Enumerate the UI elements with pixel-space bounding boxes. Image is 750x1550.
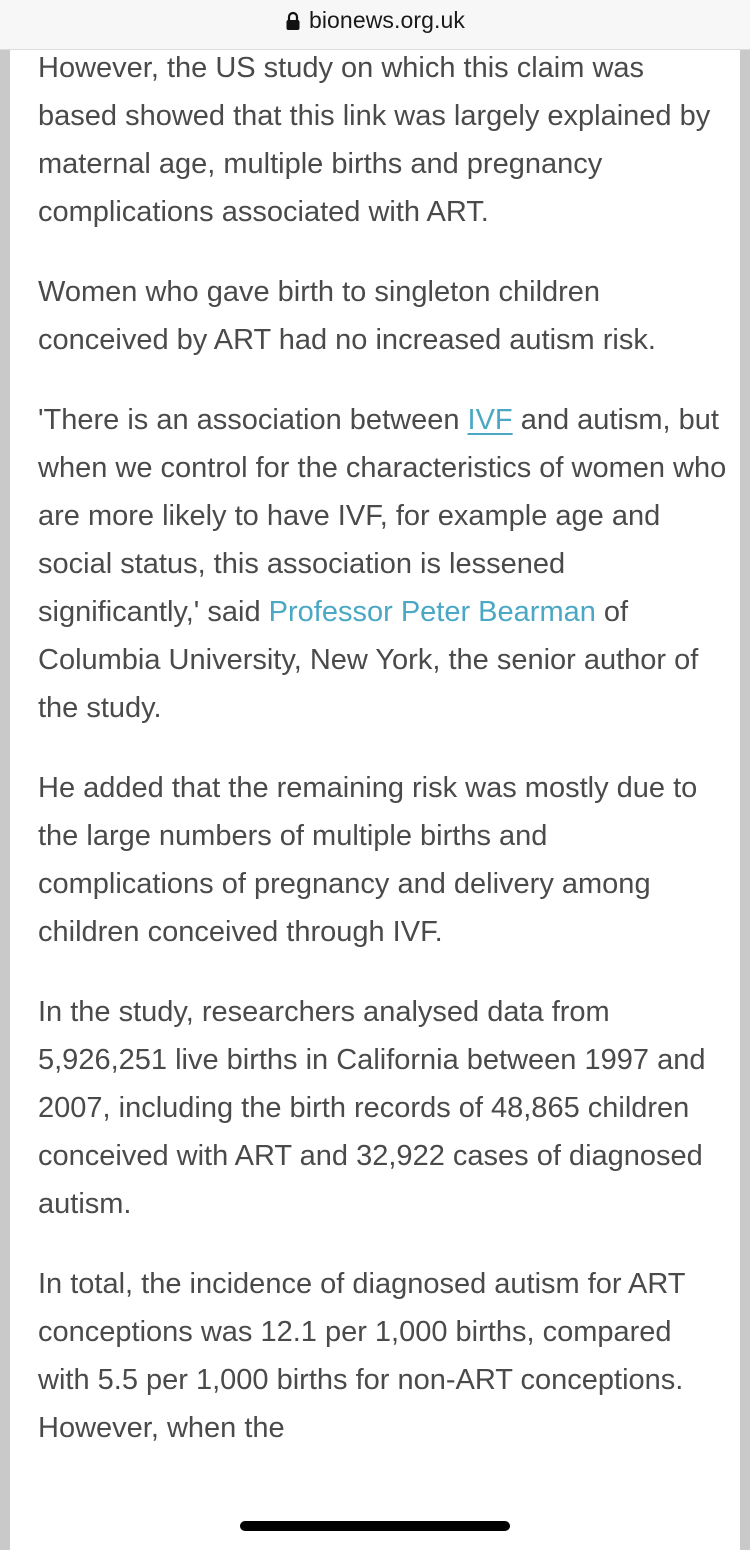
- address-bar[interactable]: [0, 0, 750, 50]
- paragraph-3: [38, 396, 728, 732]
- home-indicator[interactable]: [240, 1521, 510, 1531]
- paragraph-4: He added that the remaining risk was mostly due to the large numbers of multiple births and complications of pregnancy and delivery among children conceived through IVF.: [38, 772, 698, 948]
- ivf-link[interactable]: IVF: [467, 404, 513, 436]
- url-text[interactable]: bionews.org.uk: [308, 7, 466, 33]
- paragraph-5: In the study, researchers analysed data from 5,926,251 live births in California between 1997 and 2007, including the birth records of 48,865 children conceived with ART and 32,922 cases of diagnosed autism.: [38, 996, 706, 1220]
- address-bar-content[interactable]: [285, 7, 465, 34]
- paragraph-6: In total, the incidence of diagnosed autism for ART conceptions was 12.1 per 1,000 births, compared with 5.5 per 1,000 births for non-ART conceptions. However, when the: [38, 1268, 685, 1444]
- paragraph-2: Women who gave birth to singleton children conceived by ART had no increased autism risk.: [38, 276, 656, 356]
- paragraph-1: However, the US study on which this claim was based showed that this link was largely explained by maternal age, multiple births and pregnancy complications associated with ART.: [38, 52, 711, 228]
- page-content[interactable]: [10, 50, 740, 1550]
- lock-icon: [285, 11, 301, 31]
- quote-text-middle: and autism, but when we control for the characteristics of women who are more likely to have IVF, for example age and social status, this association is lessened significantly,' said: [38, 404, 727, 628]
- quote-text-end: of Columbia University, New York, the senior author of the study.: [38, 596, 699, 724]
- professor-link[interactable]: Professor Peter Bearman: [268, 596, 596, 628]
- article-body: [38, 50, 728, 1484]
- quote-text-start: 'There is an association between: [38, 404, 468, 436]
